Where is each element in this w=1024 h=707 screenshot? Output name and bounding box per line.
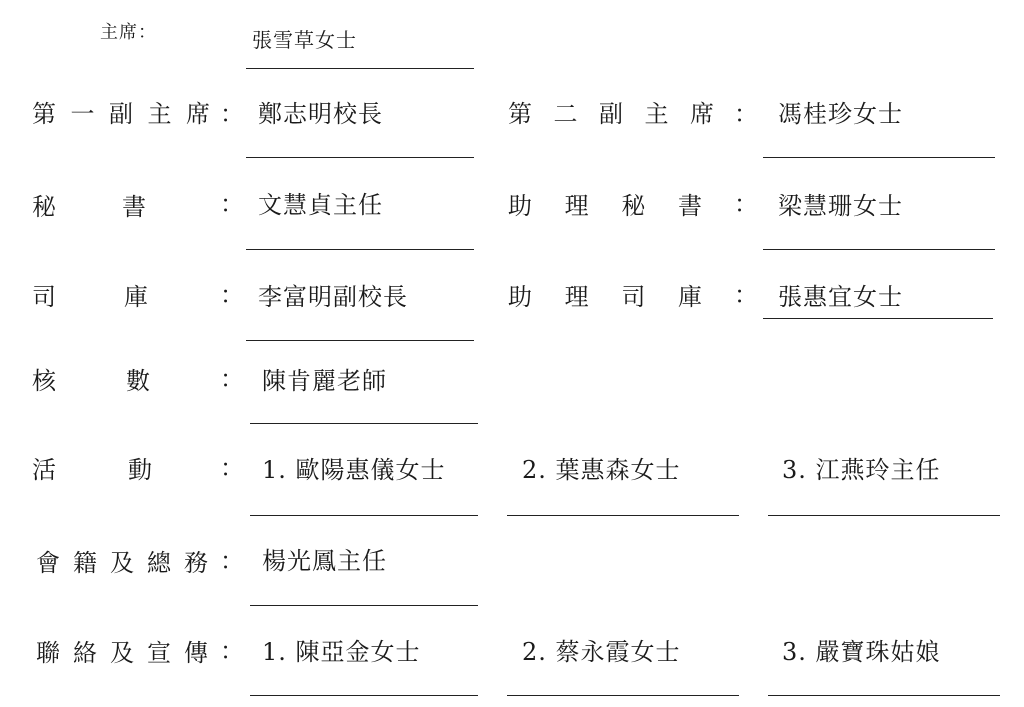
vice2-colon: ： — [734, 100, 758, 128]
liaison-value-2: 2. 蔡永霞女士 — [522, 638, 681, 666]
auditor-value: 陳肯麗老師 — [262, 367, 387, 395]
vice1-value: 鄭志明校長 — [258, 100, 383, 128]
liaison-underline-2 — [507, 695, 739, 696]
chair-value: 張雪草女士 — [252, 28, 357, 52]
liaison-value-1: 1. 陳亞金女士 — [262, 638, 421, 666]
treasurer-label: 司 庫 — [32, 283, 148, 311]
asst-secretary-value: 梁慧珊女士 — [778, 192, 903, 220]
liaison-value-3: 3. 嚴寶珠姑娘 — [782, 638, 941, 666]
vice2-value: 馮桂珍女士 — [778, 100, 903, 128]
activities-colon: ： — [220, 454, 244, 482]
activities-value-1: 1. 歐陽惠儀女士 — [262, 456, 446, 484]
activities-label: 活 動 — [32, 456, 152, 484]
activities-value-3: 3. 江燕玲主任 — [782, 456, 941, 484]
vice1-colon: ： — [220, 100, 244, 128]
secretary-underline — [246, 249, 474, 250]
membership-value: 楊光鳳主任 — [262, 547, 387, 575]
auditor-underline — [250, 423, 478, 424]
vice2-label: 第 二 副 主 席 — [508, 100, 714, 128]
secretary-value: 文慧貞主任 — [258, 191, 383, 219]
secretary-colon: ： — [220, 190, 244, 218]
asst-treasurer-value: 張惠宜女士 — [778, 283, 903, 311]
liaison-label: 聯 絡 及 宣 傳 — [36, 639, 208, 667]
chair-underline — [246, 68, 474, 69]
asst-treasurer-label: 助 理 司 庫 — [508, 283, 702, 311]
membership-label: 會 籍 及 總 務 — [36, 549, 208, 577]
vice1-underline — [246, 157, 474, 158]
auditor-colon: ： — [220, 365, 244, 393]
liaison-underline-3 — [768, 695, 1000, 696]
secretary-label: 秘 書 — [32, 193, 146, 221]
asst-treasurer-underline — [763, 318, 993, 319]
liaison-underline-1 — [250, 695, 478, 696]
auditor-label: 核 數 — [32, 367, 150, 395]
asst-secretary-label: 助 理 秘 書 — [508, 192, 702, 220]
membership-colon: ： — [220, 547, 244, 575]
asst-secretary-underline — [763, 249, 995, 250]
treasurer-value: 李富明副校長 — [258, 283, 408, 311]
treasurer-underline — [246, 340, 474, 341]
asst-secretary-colon: ： — [734, 190, 758, 218]
membership-underline — [250, 605, 478, 606]
asst-treasurer-colon: ： — [734, 281, 758, 309]
vice1-label: 第 一 副 主 席 — [32, 100, 210, 128]
chair-label: 主席： — [100, 22, 157, 43]
activities-value-2: 2. 葉惠森女士 — [522, 456, 681, 484]
activities-underline-1 — [250, 515, 478, 516]
liaison-colon: ： — [220, 637, 244, 665]
activities-underline-3 — [768, 515, 1000, 516]
activities-underline-2 — [507, 515, 739, 516]
treasurer-colon: ： — [220, 281, 244, 309]
vice2-underline — [763, 157, 995, 158]
